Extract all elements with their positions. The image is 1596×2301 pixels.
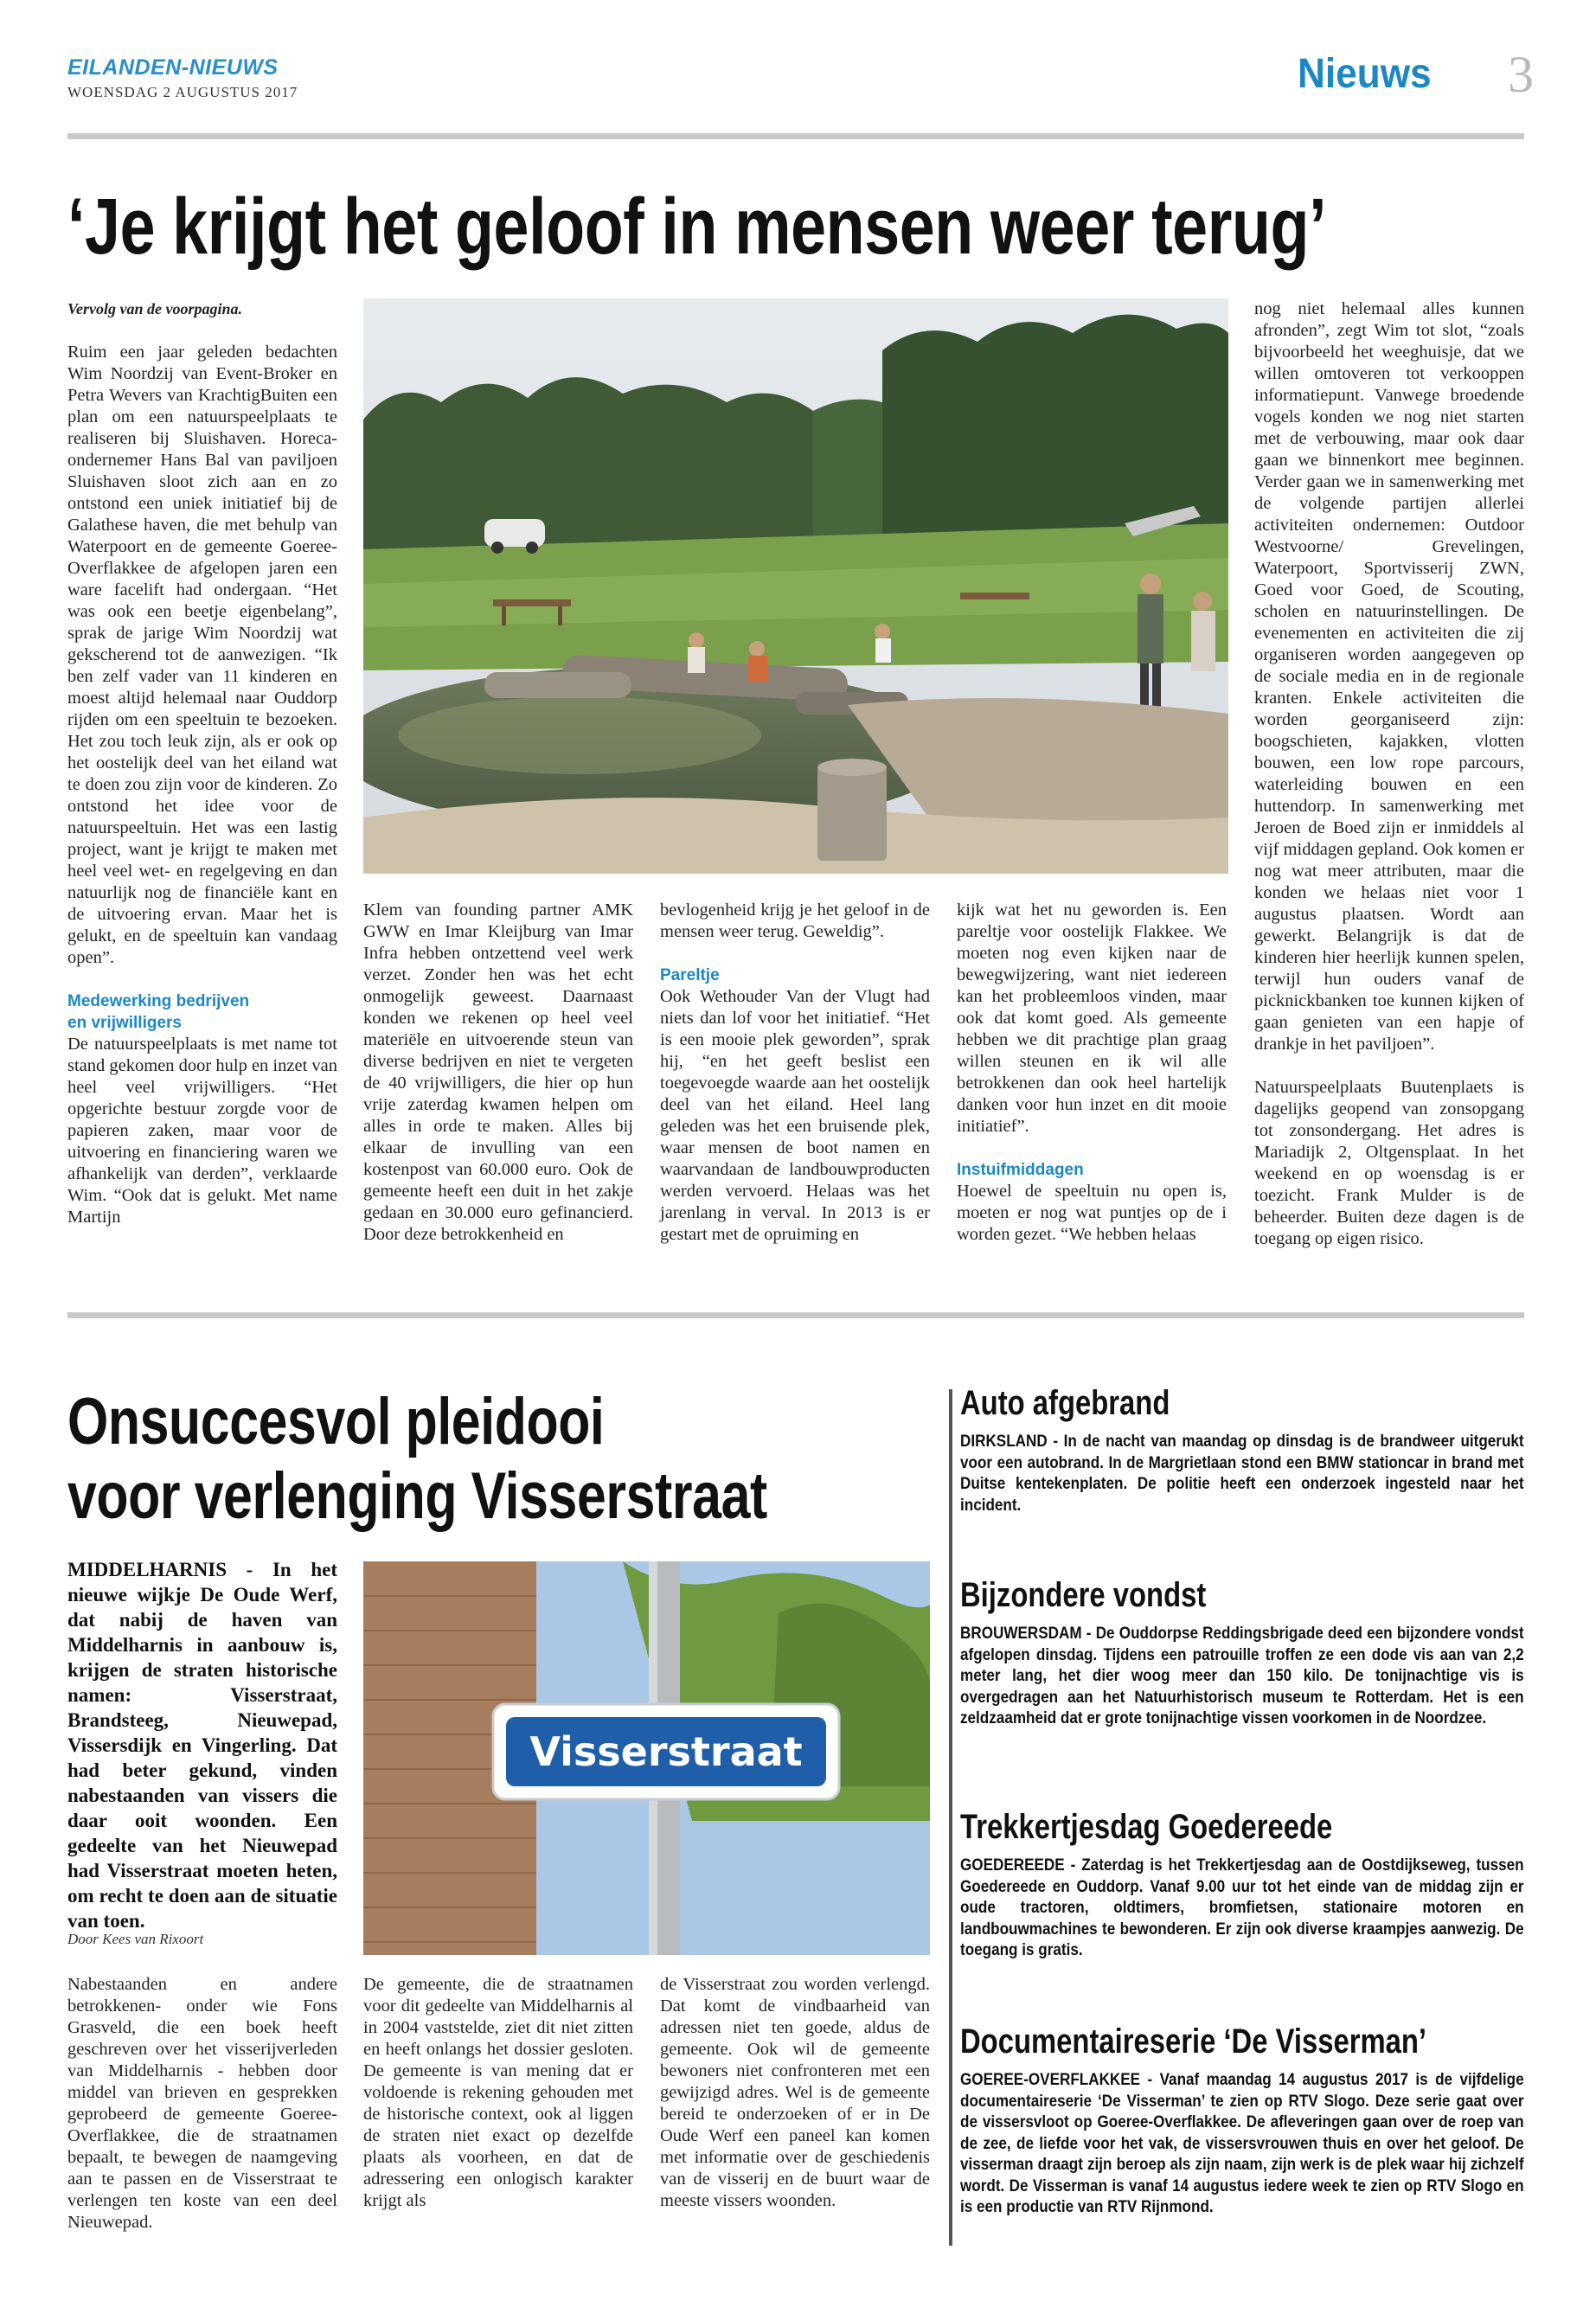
brief-text-trekkertjesdag: GOEDEREEDE - Zaterdag is het Trekkertjesdag aan de Oostdijkseweg, tussen Goedereede en Ouddorp. Vanaf 9.00 uur tot het einde van de middag zijn er oude tractoren, oldtimers, bromfietsen, stationaire motoren en landbouwmachines te bewonderen. Er zijn ook diverse kraampjes aanwezig. De toegang is gratis. xyxy=(960,1856,1524,1959)
issue-date: WOENSDAG 2 AUGUSTUS 2017 xyxy=(67,84,298,100)
section-title: Nieuws xyxy=(1298,51,1432,97)
article2-byline: Door Kees van Rixoort xyxy=(67,1931,204,1947)
brief-title-auto-afgebrand: Auto afgebrand xyxy=(960,1384,1170,1422)
section-rule xyxy=(67,1312,1524,1318)
article1-col1b-text: De natuurspeelplaats is met name tot stand gekomen door hulp en inzet van heel veel vrijwilligers. “Het opgerichte bestuur zorgde voor de papieren zaken, maar voor de uitvoering en financiering waren we afhankelijk van derden”, verklaarde Wim. “Ook dat is gelukt. Met name Martijn xyxy=(67,1035,337,1227)
article1-col3a-text: bevlogenheid krijg je het geloof in de mensen weer terug. Geweldig”. xyxy=(660,901,930,941)
masthead-logo: EILANDEN-NIEUWS xyxy=(67,55,279,80)
briefs-divider xyxy=(949,1389,952,2246)
article1-col2 xyxy=(363,900,633,1246)
article1-col3b-text: Ook Wethouder Van der Vlugt had niets dan lof voor het initiatief. “Het is een mooie plek geworden”, sprak hij, “en het geeft beslist een toegevoegde waarde aan het oostelijk deel van het eiland. Heel lang geleden was het een bruisende plek, waar mensen de boot namen en waarvandaan de landbouwproducten werden vervoerd. Helaas was het jarenlang in verval. In 2013 is er gestart met de opruiming en xyxy=(660,987,930,1244)
article2-col1 xyxy=(67,1974,337,2234)
brief-title-bijzondere-vondst: Bijzondere vondst xyxy=(960,1576,1207,1614)
playground-photo-illustration xyxy=(363,298,1228,874)
brief-text-documentaireserie: GOEREE-OVERFLAKKEE - Vanaf maandag 14 augustus 2017 is de vijfdelige documentaireserie ‘De Visserman’ te zien op RTV Slogo. Deze serie gaat over de vissersvloot op Goeree-Overflakkee. De afleveringen gaan over de roep van de zee, de liefde voor het vak, de vissersvrouwen thuis en over het geloof. De visserman draagt zijn beroep als zijn naam, zijn werk is de plek waar hij zichzelf wordt. De Visserman is vanaf 14 augustus iedere week te zien op RTV Slogo en is een productie van RTV Rijnmond. xyxy=(960,2071,1524,2216)
article1-col1 xyxy=(67,298,337,1228)
article1-headline: ‘Je krijgt het geloof in mensen weer terug’ xyxy=(67,183,1327,271)
article1-col3 xyxy=(660,900,930,1246)
article1-col1-text: Ruim een jaar geleden bedachten Wim Noordzij van Event-Broker en Petra Wevers van KrachtigBuiten een plan om een natuurspeelplaats te realiseren bij Sluishaven. Horeca-ondernemer Hans Bal van paviljoen Sluishaven sloot zich aan en zo ontstond een uniek initiatief bij de Galathese haven, die met behulp van Waterpoort en de gemeente Goeree-Overflakkee de afgelopen jaren een ware facelift had ondergaan. “Het was ook een beetje eigenbelang”, sprak de jarige Wim Noordzij wat gekscherend tot de aanwezigen. “Ik ben zelf vader van 11 kinderen en moest altijd helemaal naar Ouddorp rijden om een speeltuin te bezoeken. Het zou toch leuk zijn, als er ook op het oostelijk deel van het eiland wat te doen zou zijn voor de kinderen. Zo ontstond het idee voor de natuurspeeltuin. Het was een lastig project, want je krijgt te maken met heel veel wet- en regelgeving en dan natuurlijk nog de financiële kant en de uitvoering ervan. Maar het is gelukt, en de speeltuin kan vandaag open”. xyxy=(67,343,337,967)
article1-subhead-pareltje: Pareltje xyxy=(660,966,720,984)
article1-col5b-text: Natuurspeelplaats Buutenplaets is dagelijks geopend van zonsopgang tot zonsondergang. Het adres is Mariadijk 2, Oltgensplaat. In het weekend en op woensdag is er toezicht. Frank Mulder is de beheerder. Buiten deze dagen is de toegang op eigen risico. xyxy=(1254,1078,1524,1248)
street-sign-photo xyxy=(363,1561,930,1955)
article2-headline-line1: Onsuccesvol pleidooi xyxy=(67,1385,605,1458)
brief-text-auto-afgebrand: DIRKSLAND - In de nacht van maandag op dinsdag is de brandweer uitgerukt voor een autobrand. In de Margrietlaan stond een BMW stationcar in brand met Duitse kentekenplaten. De politie heeft een onderzoek ingesteld naar het incident. xyxy=(960,1433,1524,1515)
street-sign-text: Visserstraat xyxy=(529,1728,803,1775)
article1-col5 xyxy=(1254,298,1524,1250)
article1-col4b-text: Hoewel de speeltuin nu open is, moeten er nog wat puntjes op de i worden gezet. “We hebben helaas xyxy=(957,1182,1227,1244)
article2-col3-text: de Visserstraat zou worden verlengd. Dat komt de vindbaarheid van adressen niet ten goede, aldus de gemeente. Ook wil de gemeente bewoners niet confronteren met een gewijzigd adres. Wel is de gemeente bereid te onderzoeken of er in De Oude Werf een paneel kan komen met informatie over de geschiedenis van de visserij en de buurt waar de meeste vissers woonden. xyxy=(660,1975,930,2210)
article1-subhead-instuifmiddagen: Instuifmiddagen xyxy=(957,1161,1084,1179)
article2-col3 xyxy=(660,1974,930,2212)
brief-title-trekkertjesdag: Trekkertjesdag Goedereede xyxy=(960,1808,1333,1846)
article2-headline-line2: voor verlenging Visserstraat xyxy=(67,1459,767,1533)
street-sign-illustration xyxy=(363,1561,930,1955)
article1-col4 xyxy=(957,900,1227,1246)
playground-photo xyxy=(363,298,1228,874)
article1-col4a-text: kijk wat het nu geworden is. Een pareltje voor oostelijk Flakkee. We moeten nog even kijken naar de bewegwijzering, want niet iedereen kan het probleemloos vinden, maar ook dat komt goed. Als gemeente hebben we dit prachtige plan graag willen steunen en ik wil alle betrokkenen dan ook heel hartelijk danken voor hun inzet en dit mooie initiatief”. xyxy=(957,901,1227,1136)
article2-lead: MIDDELHARNIS - In het nieuwe wijkje De Oude Werf, dat nabij de haven van Middelharnis in aanbouw is, krijgen de straten historische namen: Visserstraat, Brandsteeg, Nieuwepad, Vissersdijk en Vingerling. Dat had beter gekund, vinden nabestaanden van vissers die daar ooit woonden. Een gedeelte van het Nieuwepad had Visserstraat moeten heten, om recht te doen aan de situatie van toen. xyxy=(67,1559,337,1932)
article2-col2 xyxy=(363,1974,633,2212)
article1-subhead-medewerking-2: en vrijwilligers xyxy=(67,1014,182,1032)
article1-col5a-text: nog niet helemaal alles kunnen afronden”, zegt Wim tot slot, “zoals bijvoorbeeld het weeghuisje, dat we willen omtoveren tot verkooppen informatiepunt. Vanwege broedende vogels konden we nog niet starten met de verbouwing, maar ook daar gaan we binnenkort mee beginnen. Verder gaan we in samenwerking met de volgende partijen allerlei activiteiten ondernemen: Outdoor Westvoorne/ Grevelingen, Waterpoort, Sportvisserij ZWN, Goed voor Goed, de Scouting, scholen en natuurinstellingen. De evenementen en activiteiten die zij organiseren worden aangegeven op de sociale media en in de regionale kranten. Enkele activiteiten die worden georganiseerd zijn: boogschieten, kajakken, vlotten bouwen, een low rope parcours, waterleiding bouwen en een huttendorp. In samenwerking met Jeroen de Boed zijn er inmiddels al vijf middagen gepland. Ook komen er nog wat meer attributen, maar die konden we helaas niet voor 1 augustus plaatsen. Wordt aan gewerkt. Belangrijk is dat de kinderen hier heerlijk kunnen spelen, terwijl hun ouders vanaf de picknickbanken toe kunnen kijken of gaan genieten van een hapje of drankje in het paviljoen”. xyxy=(1254,299,1524,1054)
header-rule xyxy=(67,133,1524,139)
page-number: 3 xyxy=(1508,46,1534,103)
article1-subhead-medewerking-1: Medewerking bedrijven xyxy=(67,992,250,1010)
article2-col1-text: Nabestaanden en andere betrokkenen- onder wie Fons Grasveld, die een boek heeft geschreven over het visserijverleden van Middelharnis - hebben door middel van brieven en gesprekken geprobeerd de gemeente Goeree-Overflakkee, die de straatnamen bepaalt, te bewegen de naamgeving aan te passen en de Visserstraat te verlengen ten koste van een deel Nieuwepad. xyxy=(67,1975,337,2232)
brief-text-bijzondere-vondst: BROUWERSDAM - De Ouddorpse Reddingsbrigade deed een bijzondere vondst afgelopen dinsdag. Tijdens een patrouille troffen ze een dode vis aan van 2,2 meter lang, het dier woog meer dan 150 kilo. De tonijnachtige vis is overgedragen aan het Natuurhistorisch museum te Rotterdam. Het is een zeldzaamheid dat er grote tonijnachtige vissen voorkomen in de Noordzee. xyxy=(960,1625,1524,1727)
article2-col2-text: De gemeente, die de straatnamen voor dit gedeelte van Middelharnis al in 2004 vaststelde, ziet dit niet zitten en heeft onlangs het dossier gesloten. De gemeente is van mening dat er voldoende is rekening gehouden met de historische context, ook al liggen de straten niet exact op dezelfde plaats als voorheen, en dat de adressering een onlogisch karakter krijgt als xyxy=(363,1975,633,2210)
article1-col2-text: Klem van founding partner AMK GWW en Imar Kleijburg van Imar Infra hebben ontzettend veel werk verzet. Zonder hen was het echt onmogelijk geweest. Daarnaast konden we rekenen op heel veel materiële en uitvoerende steun van diverse bedrijven en niet te vergeten de 40 vrijwilligers, die hier op hun vrije zaterdag kwamen helpen om alles in orde te maken. Alles bij elkaar de invulling van een kostenpost van 60.000 euro. Ook de gemeente heeft een duit in het zakje gedaan en 30.000 euro gefinancierd. Door deze betrokkenheid en xyxy=(363,901,633,1244)
continued-note: Vervolg van de voorpagina. xyxy=(67,300,242,317)
brief-title-documentaireserie: Documentaireserie ‘De Visserman’ xyxy=(960,2022,1427,2061)
